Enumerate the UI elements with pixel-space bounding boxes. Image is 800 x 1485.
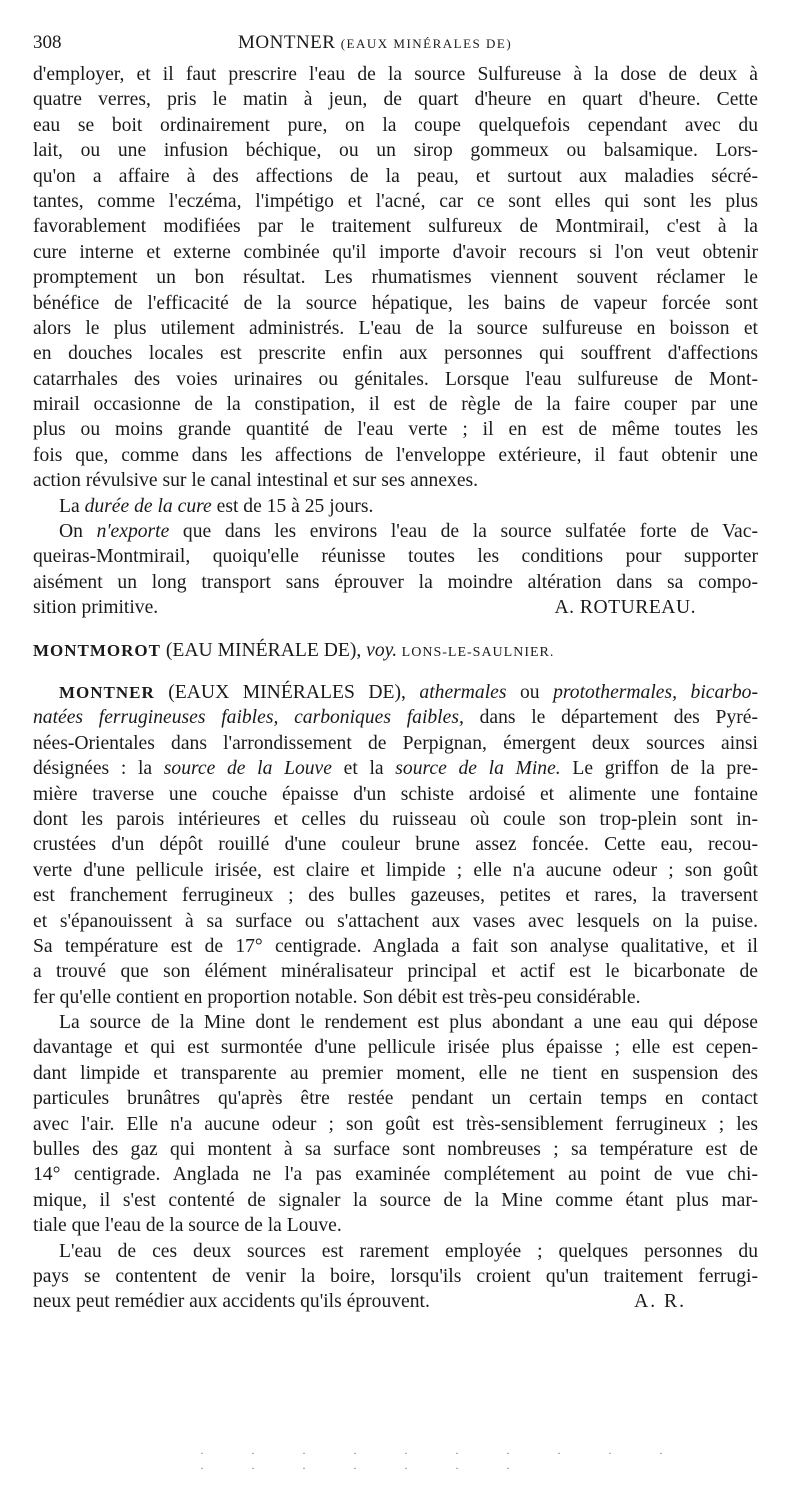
paragraph-usage: [33, 1239, 758, 1315]
italic-phrase: n'exporte: [96, 521, 170, 543]
text-line: natées ferrugineuses faibles, carboniques faibles, dans le département des Pyré-: [33, 707, 758, 729]
text-line: catarrhales des voies urinaires ou génitales. Lorsque l'eau sulfureuse de Mont-: [33, 368, 758, 390]
text-line: promptement un bon résultat. Les rhumatismes viennent souvent réclamer le: [33, 267, 758, 289]
text-line: davantage et qui est surmontée d'une pellicule irisée plus épaisse ; elle est cepen-: [33, 1037, 758, 1059]
text-line: eau se boit ordinairement pure, on la coupe quelquefois cependant avec du: [33, 114, 758, 136]
text-line: crustées d'un dépôt rouillé d'une couleur brune assez foncée. Cette eau, recou-: [33, 834, 758, 856]
text-line: MONTNER (EAUX MINÉRALES DE), athermales ou protothermales, bicarbo-: [59, 681, 758, 703]
text-line: action révulsive sur le canal intestinal et sur ses annexes.: [33, 470, 479, 492]
text-line: qu'on a affaire à des affections de la peau, et surtout aux maladies sécré-: [33, 165, 758, 187]
text-line: en douches locales est prescrite enfin aux personnes qui souffrent d'affections: [33, 343, 758, 365]
running-title: MONTNER: [238, 32, 336, 53]
text-line: tantes, comme l'eczéma, l'impétigo et l'acné, car ce sont elles qui sont les plus: [33, 190, 758, 212]
paragraph-export: [33, 519, 758, 621]
spacer: [33, 621, 758, 638]
paragraph-continuation: [33, 62, 758, 494]
text-line: La durée de la cure est de 15 à 25 jours.: [59, 495, 374, 517]
text-line: plus ou moins grande quantité de l'eau verte ; il en est de même toutes les: [33, 419, 758, 441]
text-line: queiras-Montmirail, quoiqu'elle réunisse toutes les conditions pour supporter: [33, 546, 758, 568]
text-line: nées-Orientales dans l'arrondissement de Perpignan, émergent deux sources ainsi: [33, 732, 758, 754]
text-line: fois que, comme dans les affections de l'enveloppe extérieure, il faut obtenir une: [33, 444, 758, 466]
text-line: La source de la Mine dont le rendement est plus abondant a une eau qui dépose: [59, 1012, 758, 1034]
text-line: désignées : la source de la Louve et la source de la Mine. Le griffon de la pre-: [33, 758, 758, 780]
author-signature: A. R.: [634, 1291, 686, 1313]
running-subtitle: (EAUX MINÉRALES DE): [340, 36, 513, 51]
text-line: est franchement ferrugineux ; des bulles gazeuses, petites et rares, la traversent: [33, 885, 758, 907]
text-line: aisément un long transport sans éprouver la moindre altération dans sa compo-: [33, 571, 758, 593]
text-line: avec l'air. Elle n'a aucune odeur ; son goût est très-sensiblement ferrugineux ; les: [33, 1113, 758, 1135]
entry-montner: [33, 680, 758, 1010]
text-line: Sa température est de 17° centigrade. Anglada a fait son analyse qualitative, et il: [33, 935, 758, 957]
text-line: neux peut remédier aux accidents qu'ils éprouvent. A. R.: [33, 1289, 758, 1314]
text-line: particules brunâtres qu'après être restée pendant un certain temps en contact: [33, 1088, 758, 1110]
text-line: bulles des gaz qui montent à sa surface sont nombreuses ; sa température est de: [33, 1139, 758, 1161]
entry-headword: MONTMOROT: [33, 640, 161, 660]
text-line: dant limpide et transparente au premier moment, elle ne tient en suspension des: [33, 1062, 758, 1084]
text-line: d'employer, et il faut prescrire l'eau de la source Sulfureuse à la dose de deux à: [33, 64, 758, 85]
text-line: mière traverse une couche épaisse d'un schiste ardoisé et alimente une fontaine: [33, 783, 758, 805]
text-line: mique, il s'est contenté de signaler la source de la Mine comme étant plus mar-: [33, 1189, 758, 1211]
text-line: lait, ou une infusion béchique, ou un sirop gommeux ou balsamique. Lors-: [33, 140, 758, 162]
spacer: [33, 663, 758, 680]
text-line: tiale que l'eau de la source de la Louve.: [33, 1215, 342, 1237]
cross-reference: LONS-LE-SAULNIER.: [397, 644, 555, 660]
entry-montmorot: [33, 638, 758, 663]
cross-reference-label: voy.: [366, 639, 398, 661]
entry-headword: MONTNER: [59, 682, 155, 702]
text-line: quatre verres, pris le matin à jeun, de quart d'heure en quart d'heure. Cette: [33, 89, 758, 111]
text-line: MONTMOROT (EAU MINÉRALE DE), voy. LONS-LE-SAULNIER.: [33, 639, 555, 661]
running-head: [238, 30, 512, 57]
footer-dots: · · · · · · · · · · · · · · · · ·: [200, 1446, 685, 1475]
text-line: On n'exporte que dans les environs l'eau de la source sulfatée forte de Vac-: [59, 521, 758, 543]
text-line: L'eau de ces deux sources est rarement employée ; quelques personnes du: [59, 1240, 758, 1262]
italic-phrase: durée de la cure: [84, 495, 212, 517]
author-signature: A. ROTUREAU.: [554, 597, 696, 619]
text-line: dont les parois intérieures et celles du ruisseau où coule son trop-plein sont in-: [33, 808, 758, 830]
text-line: verte d'une pellicule irisée, est claire et limpide ; elle n'a aucune odeur ; son goût: [33, 859, 758, 881]
page-number: 308: [33, 32, 62, 53]
text-line: a trouvé que son élément minéralisateur principal et actif est le bicarbonate de: [33, 961, 758, 983]
text-line: sition primitive. A. ROTUREAU.: [33, 595, 758, 620]
paragraph-cure-duration: [33, 494, 758, 519]
text-line: et s'épanouissent à sa surface ou s'attachent aux vases avec lesquels on la puise.: [33, 910, 758, 932]
text-line: fer qu'elle contient en proportion notable. Son débit est très-peu considérable.: [33, 986, 641, 1008]
text-line: mirail occasionne de la constipation, il est de règle de la faire couper par une: [33, 394, 758, 416]
text-line: bénéfice de l'efficacité de la source hépatique, les bains de vapeur forcée sont: [33, 292, 758, 314]
text-line: favorablement modifiées par le traitement sulfureux de Montmirail, c'est à la: [33, 216, 758, 238]
text-line: pays se contentent de venir la boire, lorsqu'ils croient qu'un traitement ferrugi-: [33, 1265, 758, 1287]
text-line: 14° centigrade. Anglada ne l'a pas examinée complétement au point de vue chi-: [33, 1164, 758, 1186]
body-text: [33, 62, 758, 1315]
text-line: cure interne et externe combinée qu'il importe d'avoir recours si l'on veut obtenir: [33, 241, 758, 263]
page-header: [33, 30, 758, 56]
text-line: alors le plus utilement administrés. L'eau de la source sulfureuse en boisson et: [33, 317, 758, 339]
paragraph-source-mine: [33, 1010, 758, 1239]
